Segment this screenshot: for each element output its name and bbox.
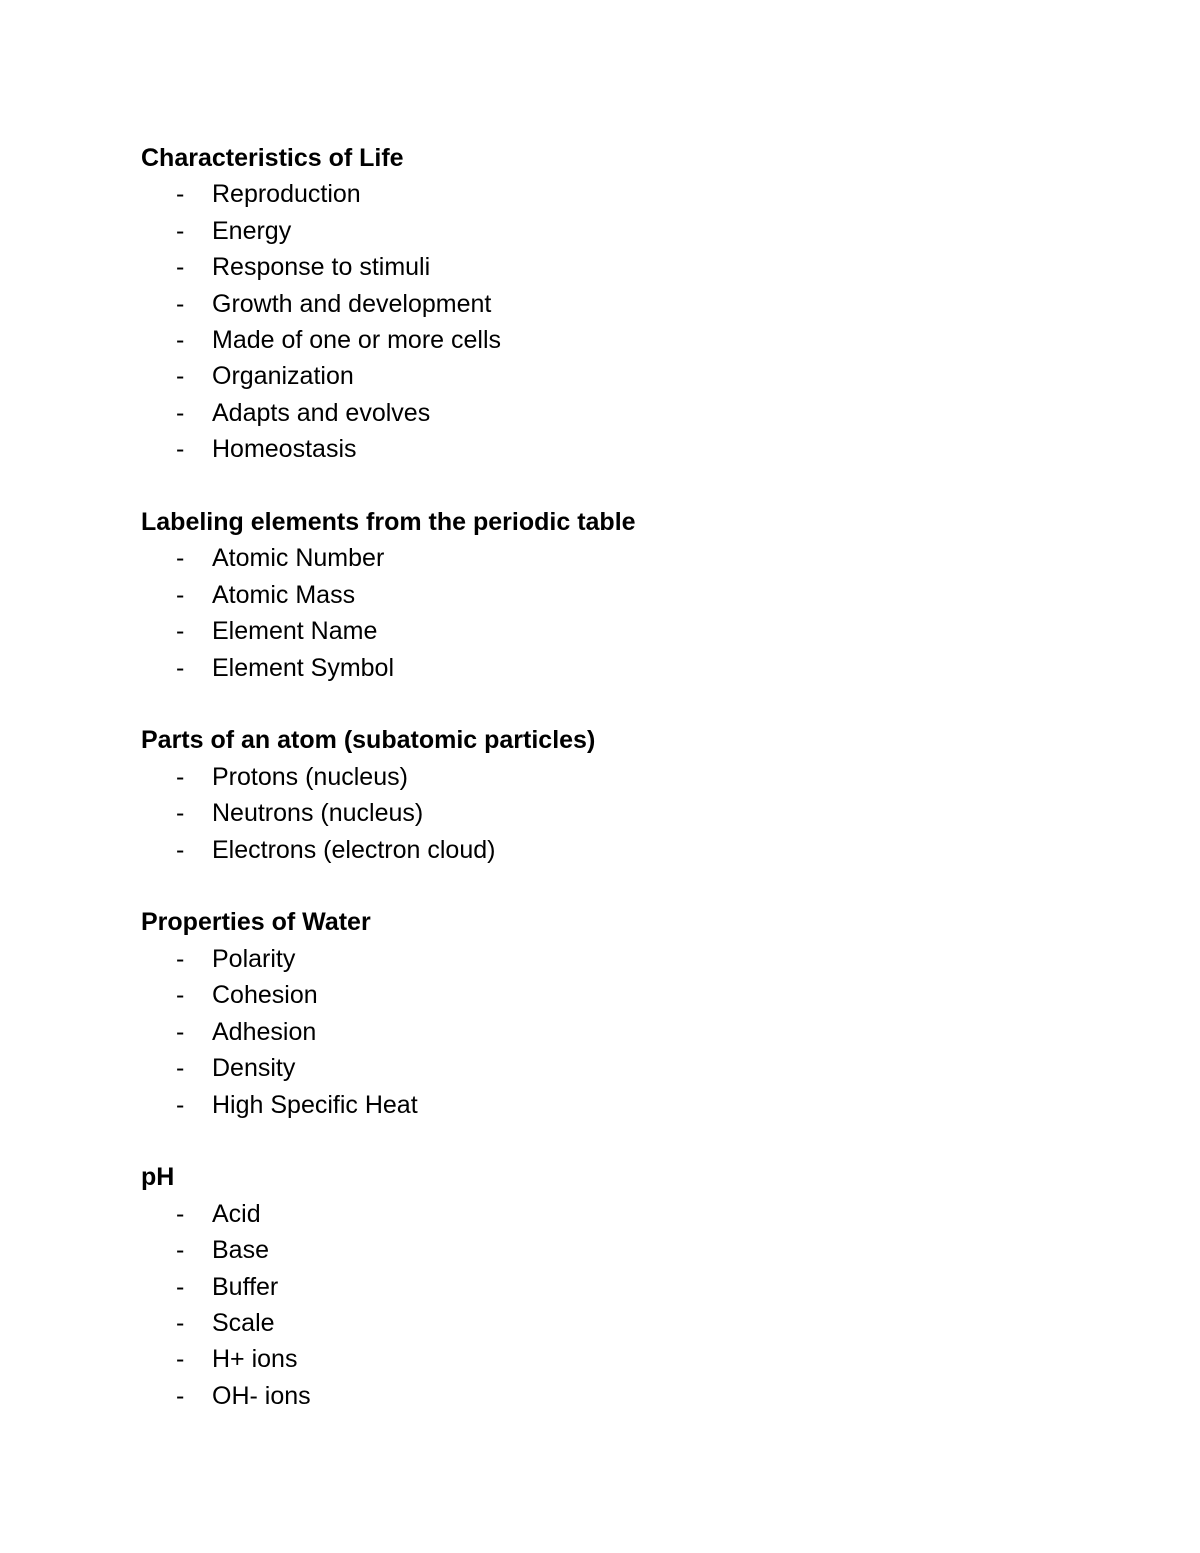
section-characteristics-of-life: [141, 140, 1101, 468]
bullet-list: [141, 941, 1101, 1123]
section-periodic-table-labels: [141, 504, 1101, 686]
list-item-text: Neutrons (nucleus): [212, 799, 424, 828]
section-heading: pH: [141, 1163, 175, 1192]
dash-bullet: -: [176, 1308, 185, 1337]
list-item: [141, 759, 1101, 795]
dash-bullet: -: [176, 398, 185, 427]
dash-bullet: -: [176, 1381, 185, 1410]
list-item-text: OH- ions: [212, 1381, 311, 1410]
dash-bullet: -: [176, 216, 185, 245]
dash-bullet: -: [176, 981, 185, 1010]
dash-bullet: -: [176, 289, 185, 318]
dash-bullet: -: [176, 1054, 185, 1083]
section-ph: [141, 1159, 1101, 1414]
dash-bullet: -: [176, 1345, 185, 1374]
list-item-text: Polarity: [212, 944, 296, 973]
dash-bullet: -: [176, 362, 185, 391]
section-heading: Characteristics of Life: [141, 144, 404, 172]
dash-bullet: -: [176, 544, 185, 573]
list-item: [141, 1305, 1101, 1341]
list-item: [141, 1196, 1101, 1232]
dash-bullet: -: [176, 653, 185, 682]
list-item-text: Acid: [212, 1199, 261, 1228]
dash-bullet: -: [176, 1090, 185, 1119]
section-properties-of-water: [141, 904, 1101, 1122]
list-item: [141, 977, 1101, 1013]
list-item-text: Element Symbol: [212, 653, 395, 682]
list-item-text: High Specific Heat: [212, 1090, 418, 1119]
dash-bullet: -: [176, 435, 185, 464]
dash-bullet: -: [176, 580, 185, 609]
list-item-text: Electrons (electron cloud): [212, 835, 496, 864]
list-item-text: Growth and development: [212, 289, 492, 318]
list-item-text: Adhesion: [212, 1017, 317, 1046]
dash-bullet: -: [176, 1017, 185, 1046]
list-item-text: Density: [212, 1054, 296, 1083]
list-item-text: Atomic Mass: [212, 580, 356, 609]
list-item: [141, 286, 1101, 322]
dash-bullet: -: [176, 835, 185, 864]
list-item-text: Adapts and evolves: [212, 398, 431, 427]
list-item: [141, 613, 1101, 649]
list-item: [141, 176, 1101, 212]
list-item: [141, 795, 1101, 831]
dash-bullet: -: [176, 326, 185, 355]
list-item: [141, 1050, 1101, 1086]
list-item: [141, 650, 1101, 686]
list-item-text: Reproduction: [212, 180, 361, 209]
dash-bullet: -: [176, 762, 185, 791]
dash-bullet: -: [176, 1272, 185, 1301]
list-item: [141, 1378, 1101, 1414]
bullet-list: [141, 540, 1101, 686]
dash-bullet: -: [176, 1199, 185, 1228]
section-heading: Properties of Water: [141, 908, 371, 937]
dash-bullet: -: [176, 617, 185, 646]
section-heading: Parts of an atom (subatomic particles): [141, 726, 596, 755]
list-item-text: Homeostasis: [212, 435, 357, 464]
dash-bullet: -: [176, 253, 185, 282]
list-item: [141, 1269, 1101, 1305]
bullet-list: [141, 759, 1101, 868]
list-item-text: Energy: [212, 216, 292, 245]
dash-bullet: -: [176, 180, 185, 209]
list-item-text: Element Name: [212, 617, 378, 646]
list-item: [141, 540, 1101, 576]
bullet-list: [141, 1196, 1101, 1414]
list-item-text: Atomic Number: [212, 544, 385, 573]
list-item: [141, 1232, 1101, 1268]
list-item: [141, 358, 1101, 394]
list-item-text: Scale: [212, 1308, 275, 1337]
list-item-text: Organization: [212, 362, 354, 391]
list-item: [141, 832, 1101, 868]
list-item: [141, 1341, 1101, 1377]
list-item-text: Made of one or more cells: [212, 326, 502, 355]
list-item-text: Protons (nucleus): [212, 762, 408, 791]
list-item: [141, 577, 1101, 613]
list-item: [141, 249, 1101, 285]
list-item-text: Cohesion: [212, 981, 318, 1010]
dash-bullet: -: [176, 1236, 185, 1265]
list-item-text: Base: [212, 1236, 269, 1265]
list-item: [141, 213, 1101, 249]
list-item: [141, 1014, 1101, 1050]
section-parts-of-atom: [141, 722, 1101, 868]
list-item: [141, 322, 1101, 358]
dash-bullet: -: [176, 799, 185, 828]
list-item: [141, 395, 1101, 431]
dash-bullet: -: [176, 944, 185, 973]
section-heading: Labeling elements from the periodic table: [141, 508, 636, 537]
list-item-text: Response to stimuli: [212, 253, 431, 282]
list-item: [141, 941, 1101, 977]
bullet-list: [141, 176, 1101, 467]
list-item: [141, 431, 1101, 467]
list-item-text: Buffer: [212, 1272, 279, 1301]
list-item-text: H+ ions: [212, 1345, 298, 1374]
document-content: [141, 140, 1101, 1451]
list-item: [141, 1087, 1101, 1123]
